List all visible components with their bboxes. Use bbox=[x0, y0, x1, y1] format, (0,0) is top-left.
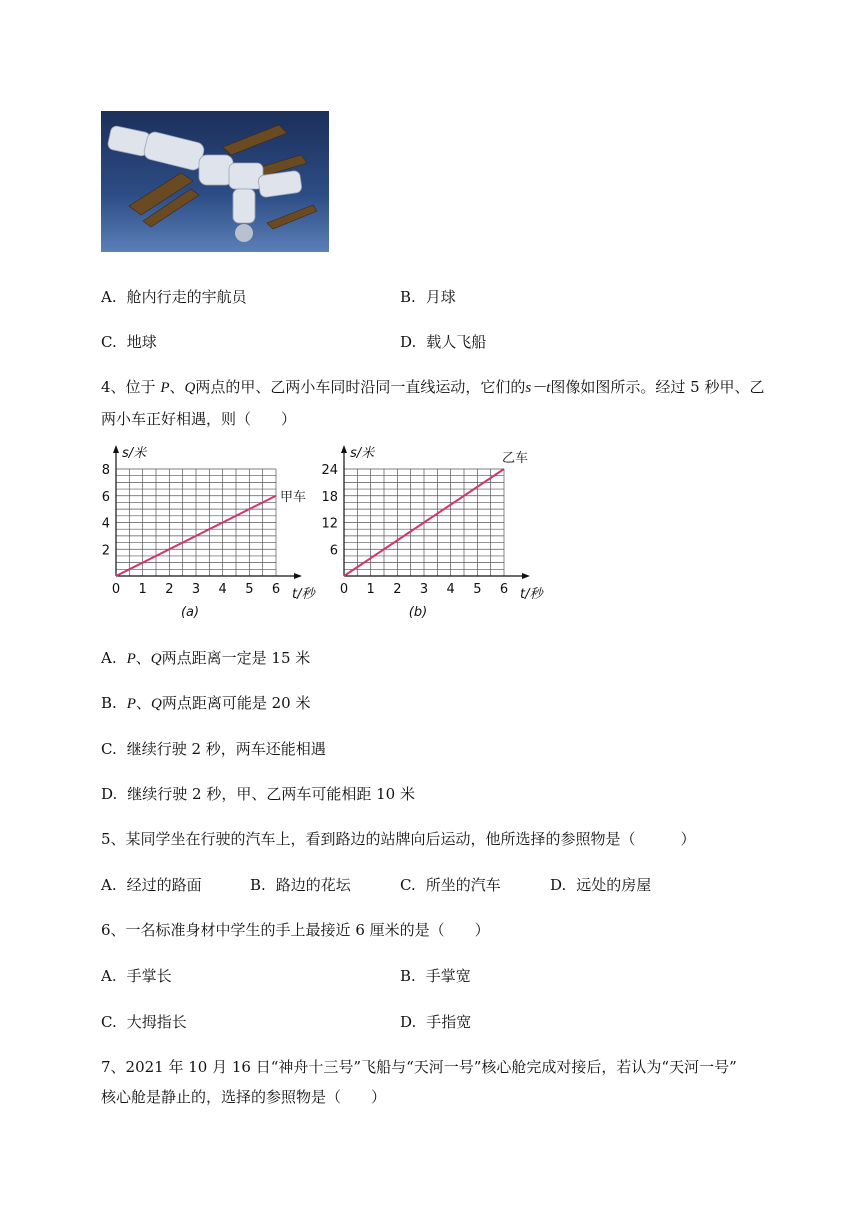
option-letter: C. bbox=[101, 740, 117, 758]
option-letter: B. bbox=[101, 694, 117, 712]
point-p: P bbox=[160, 380, 170, 396]
option-letter: C. bbox=[400, 876, 416, 894]
option-letter: A. bbox=[101, 876, 117, 894]
stem-text: 位于 bbox=[125, 378, 156, 396]
y-tick-label: 6 bbox=[101, 489, 110, 505]
stem-text: 图像如图所示。经过 5 秒甲、乙 bbox=[550, 378, 765, 396]
q7-stem-line1 bbox=[101, 1056, 737, 1077]
q4-stem-line1 bbox=[101, 376, 765, 397]
chart-b bbox=[318, 440, 558, 630]
q6-stem bbox=[101, 919, 490, 940]
option-letter: A. bbox=[101, 967, 117, 985]
option-letter: D. bbox=[101, 785, 118, 803]
point-q: Q bbox=[150, 651, 162, 667]
option-text: 手掌长 bbox=[126, 967, 172, 985]
point-q: Q bbox=[150, 696, 162, 712]
option-text: 继续行驶 2 秒，甲、乙两车可能相距 10 米 bbox=[127, 785, 415, 803]
stem-text: 两点的甲、乙两小车同时沿同一直线运动，它们的 bbox=[195, 378, 526, 396]
option-letter: B. bbox=[250, 876, 266, 894]
stem-text: 2021 年 10 月 16 日“神舟十三号”飞船与“天河一号”核心舱完成对接后，若认为“天河一号” bbox=[125, 1058, 737, 1076]
chart-a bbox=[90, 440, 330, 630]
x-tick-label: 3 bbox=[419, 582, 429, 597]
question-number: 4、 bbox=[101, 378, 126, 396]
option-text: 继续行驶 2 秒，两车还能相遇 bbox=[126, 740, 326, 758]
q6-option-d bbox=[400, 1011, 471, 1032]
option-text: 载人飞船 bbox=[426, 333, 487, 351]
q4-option-b bbox=[101, 692, 310, 713]
option-letter: A. bbox=[101, 649, 117, 667]
q7-stem-line2: 核心舱是静止的，选择的参照物是（ ） bbox=[101, 1088, 387, 1106]
point-p: P bbox=[126, 696, 136, 712]
option-text: 两点距离可能是 20 米 bbox=[161, 694, 311, 712]
option-text: 大拇指长 bbox=[126, 1013, 187, 1031]
series-label: 甲车 bbox=[280, 489, 307, 505]
q5-option-c bbox=[400, 874, 501, 895]
x-tick-label: 6 bbox=[499, 582, 509, 597]
q4-stem-line2: 两小车正好相遇，则（ ） bbox=[101, 410, 297, 428]
x-tick-label: 1 bbox=[366, 582, 375, 597]
y-tick-label: 12 bbox=[321, 516, 338, 532]
y-axis-arrow bbox=[113, 445, 119, 453]
question-number: 6、 bbox=[101, 921, 126, 939]
x-tick-label: 3 bbox=[191, 582, 201, 597]
option-text: 两点距离一定是 15 米 bbox=[161, 649, 311, 667]
y-tick-label: 18 bbox=[321, 489, 338, 505]
q4-option-c bbox=[101, 738, 326, 759]
option-text: 月球 bbox=[425, 288, 456, 306]
x-tick-label: 4 bbox=[218, 582, 227, 597]
option-text: 所坐的汽车 bbox=[425, 876, 501, 894]
space-station-photo bbox=[101, 111, 329, 252]
option-letter: D. bbox=[550, 876, 567, 894]
q4-option-a bbox=[101, 647, 310, 668]
x-tick-label: 5 bbox=[245, 582, 254, 597]
point-p: P bbox=[126, 651, 136, 667]
x-tick-label: 6 bbox=[271, 582, 281, 597]
option-letter: B. bbox=[400, 288, 416, 306]
option-letter: B. bbox=[400, 967, 416, 985]
option-letter: A. bbox=[101, 288, 117, 306]
option-text: 远处的房屋 bbox=[576, 876, 652, 894]
point-q: Q bbox=[184, 380, 196, 396]
y-tick-label: 6 bbox=[329, 543, 338, 559]
separator: 、 bbox=[135, 694, 151, 712]
x-tick-label: 5 bbox=[473, 582, 482, 597]
q3-option-a bbox=[101, 286, 247, 307]
panel-label: (b) bbox=[408, 605, 428, 620]
st-symbol: s－t bbox=[525, 380, 551, 396]
q6-option-b bbox=[400, 965, 471, 986]
y-axis-label: s/米 bbox=[122, 446, 147, 461]
panel-label: (a) bbox=[180, 605, 200, 620]
x-tick-label: 0 bbox=[339, 582, 349, 597]
x-tick-label: 2 bbox=[165, 582, 174, 597]
q3-option-c bbox=[101, 331, 157, 352]
separator: 、 bbox=[169, 378, 185, 396]
x-axis-label: t/秒 bbox=[520, 587, 543, 602]
option-text: 经过的路面 bbox=[126, 876, 202, 894]
q5-stem bbox=[101, 828, 696, 849]
x-axis-arrow bbox=[522, 573, 530, 579]
q4-option-d bbox=[101, 783, 415, 804]
x-tick-label: 1 bbox=[138, 582, 147, 597]
separator: 、 bbox=[135, 649, 151, 667]
x-axis-label: t/秒 bbox=[292, 587, 315, 602]
question-number: 5、 bbox=[101, 830, 126, 848]
x-tick-label: 0 bbox=[111, 582, 121, 597]
y-axis-label: s/米 bbox=[350, 446, 375, 461]
y-tick-label: 24 bbox=[321, 463, 338, 478]
x-tick-label: 2 bbox=[393, 582, 402, 597]
q3-option-b bbox=[400, 286, 456, 307]
y-axis-arrow bbox=[341, 445, 347, 453]
stem-text: 某同学坐在行驶的汽车上，看到路边的站牌向后运动，他所选择的参照物是（ ） bbox=[125, 830, 696, 848]
q5-option-b bbox=[250, 874, 351, 895]
question-number: 7、 bbox=[101, 1058, 126, 1076]
y-tick-label: 2 bbox=[101, 543, 110, 559]
x-axis-arrow bbox=[294, 573, 302, 579]
stem-text: 一名标准身材中学生的手上最接近 6 厘米的是（ ） bbox=[125, 921, 490, 939]
option-letter: C. bbox=[101, 1013, 117, 1031]
y-tick-label: 4 bbox=[101, 516, 110, 532]
option-text: 手指宽 bbox=[426, 1013, 472, 1031]
q3-option-d bbox=[400, 331, 486, 352]
y-tick-label: 8 bbox=[101, 463, 110, 478]
option-letter: D. bbox=[400, 1013, 417, 1031]
option-letter: C. bbox=[101, 333, 117, 351]
option-text: 舱内行走的宇航员 bbox=[126, 288, 247, 306]
option-text: 路边的花坛 bbox=[275, 876, 351, 894]
q6-option-a bbox=[101, 965, 172, 986]
option-text: 手掌宽 bbox=[425, 967, 471, 985]
series-label: 乙车 bbox=[502, 451, 529, 466]
space-station-image bbox=[101, 111, 329, 252]
option-letter: D. bbox=[400, 333, 417, 351]
q5-option-a bbox=[101, 874, 202, 895]
x-tick-label: 4 bbox=[446, 582, 455, 597]
q5-option-d bbox=[550, 874, 651, 895]
q6-option-c bbox=[101, 1011, 187, 1032]
option-text: 地球 bbox=[126, 333, 157, 351]
